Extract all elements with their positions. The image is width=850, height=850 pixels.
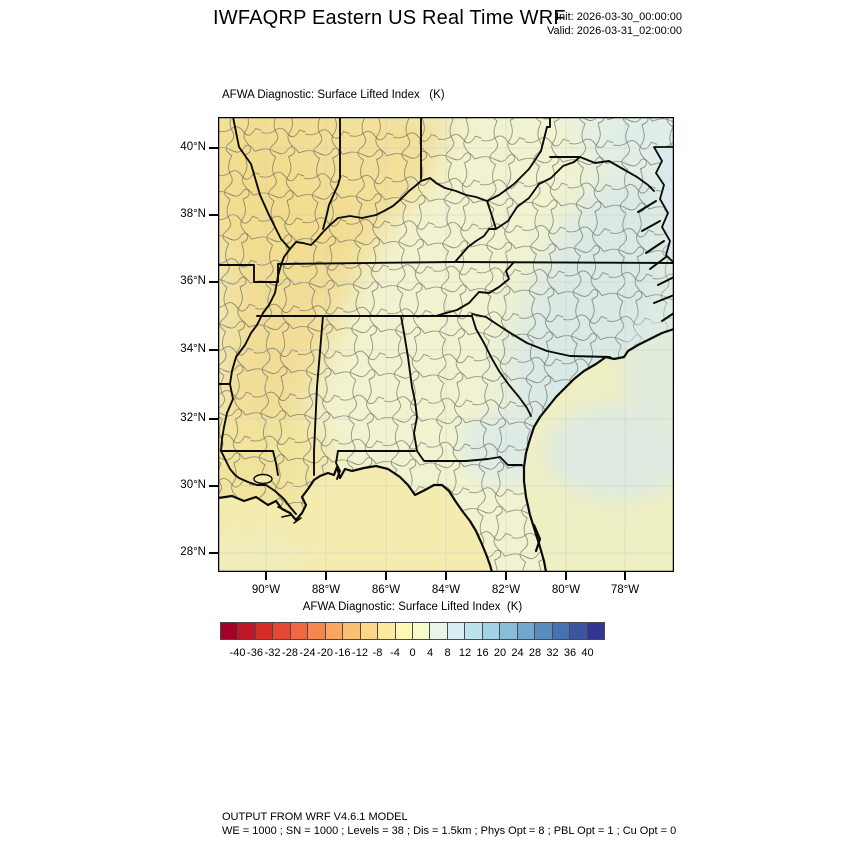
colorbar-title: AFWA Diagnostic: Surface Lifted Index (K) xyxy=(302,601,523,613)
init-time: Init: 2026-03-30_00:00:00 xyxy=(556,11,682,23)
colorbar-tick-label: 20 xyxy=(493,647,507,659)
colorbar-tick-label: 36 xyxy=(563,647,577,659)
colorbar xyxy=(220,622,605,640)
colorbar-cell xyxy=(500,623,517,639)
colorbar-tick-label: 0 xyxy=(409,647,416,659)
colorbar-cell xyxy=(308,623,325,639)
lon-tick-label: 86°W xyxy=(371,584,401,596)
colorbar-tick-label: 32 xyxy=(546,647,559,659)
valid-time: Valid: 2026-03-31_02:00:00 xyxy=(547,25,682,37)
lon-tick-label: 80°W xyxy=(551,584,581,596)
colorbar-tick-label: 16 xyxy=(476,647,489,659)
lat-tick-label: 30°N xyxy=(180,479,206,491)
page-title: IWFAQRP Eastern US Real Time WRF xyxy=(213,7,566,29)
colorbar-cell xyxy=(553,623,570,639)
colorbar-tick-label: 24 xyxy=(511,647,524,659)
colorbar-tick-label: 28 xyxy=(528,647,542,659)
lat-tick-mark xyxy=(209,349,218,350)
colorbar-tick-label: -16 xyxy=(334,647,351,659)
colorbar-tick-label: 12 xyxy=(458,647,472,659)
colorbar-tick-label: -36 xyxy=(247,647,263,659)
colorbar-cell xyxy=(535,623,552,639)
lon-tick-label: 78°W xyxy=(610,584,640,596)
colorbar-cell xyxy=(273,623,290,639)
colorbar-cell xyxy=(221,623,238,639)
model-config-line: WE = 1000 ; SN = 1000 ; Levels = 38 ; Dis = 1.5km ; Phys Opt = 8 ; PBL Opt = 1 ; Cu Opt = 0 xyxy=(222,825,677,837)
lon-tick-label: 90°W xyxy=(251,584,281,596)
lon-tick-label: 82°W xyxy=(491,584,521,596)
lat-tick-mark xyxy=(209,552,218,553)
colorbar-cell xyxy=(378,623,395,639)
lon-tick-mark xyxy=(325,572,326,580)
lon-tick-mark xyxy=(265,572,266,580)
colorbar-cell xyxy=(518,623,535,639)
colorbar-cell xyxy=(256,623,273,639)
lon-tick-label: 88°W xyxy=(311,584,341,596)
lon-tick-mark xyxy=(565,572,566,580)
lat-tick-label: 40°N xyxy=(180,141,206,153)
colorbar-cell xyxy=(396,623,413,639)
colorbar-cell xyxy=(291,623,308,639)
colorbar-tick-label: -28 xyxy=(282,647,298,659)
lon-tick-mark xyxy=(505,572,506,580)
lon-tick-mark xyxy=(445,572,446,580)
colorbar-tick-label: -24 xyxy=(299,647,316,659)
run-time-info xyxy=(420,10,682,38)
colorbar-cell xyxy=(483,623,500,639)
colorbar-cell xyxy=(326,623,343,639)
colorbar-tick-label: -12 xyxy=(352,647,368,659)
colorbar-tick-label: -4 xyxy=(390,647,400,659)
colorbar-tick-label: -8 xyxy=(372,647,383,659)
lon-tick-mark xyxy=(624,572,625,580)
lat-tick-label: 38°N xyxy=(180,208,206,220)
lat-tick-mark xyxy=(209,147,218,148)
colorbar-tick-label: -20 xyxy=(317,647,333,659)
lon-tick-mark xyxy=(385,572,386,580)
colorbar-cell xyxy=(413,623,430,639)
map-svg xyxy=(218,117,674,572)
lat-tick-label: 36°N xyxy=(180,275,206,287)
lat-tick-label: 32°N xyxy=(180,412,206,424)
lat-tick-mark xyxy=(209,214,218,215)
model-output-line: OUTPUT FROM WRF V4.6.1 MODEL xyxy=(222,811,408,823)
lat-tick-label: 28°N xyxy=(180,546,206,558)
colorbar-cell xyxy=(588,623,604,639)
colorbar-cell xyxy=(343,623,360,639)
lon-tick-label: 84°W xyxy=(431,584,461,596)
lat-tick-mark xyxy=(209,418,218,419)
lat-tick-mark xyxy=(209,281,218,282)
plot-title: AFWA Diagnostic: Surface Lifted Index (K) xyxy=(222,89,445,101)
colorbar-tick-label: -32 xyxy=(264,647,281,659)
colorbar-tick-label: 40 xyxy=(581,647,594,659)
colorbar-tick-label: -40 xyxy=(229,647,246,659)
colorbar-cell xyxy=(430,623,447,639)
lat-tick-mark xyxy=(209,485,218,486)
colorbar-cell xyxy=(238,623,255,639)
colorbar-tick-label: 4 xyxy=(426,647,434,659)
map-canvas xyxy=(218,117,674,572)
colorbar-cell xyxy=(361,623,378,639)
colorbar-cell xyxy=(465,623,482,639)
colorbar-cell xyxy=(570,623,587,639)
map-layers xyxy=(218,117,674,572)
colorbar-tick-label: 8 xyxy=(444,647,451,659)
colorbar-cell xyxy=(448,623,465,639)
lat-tick-label: 34°N xyxy=(180,343,206,355)
